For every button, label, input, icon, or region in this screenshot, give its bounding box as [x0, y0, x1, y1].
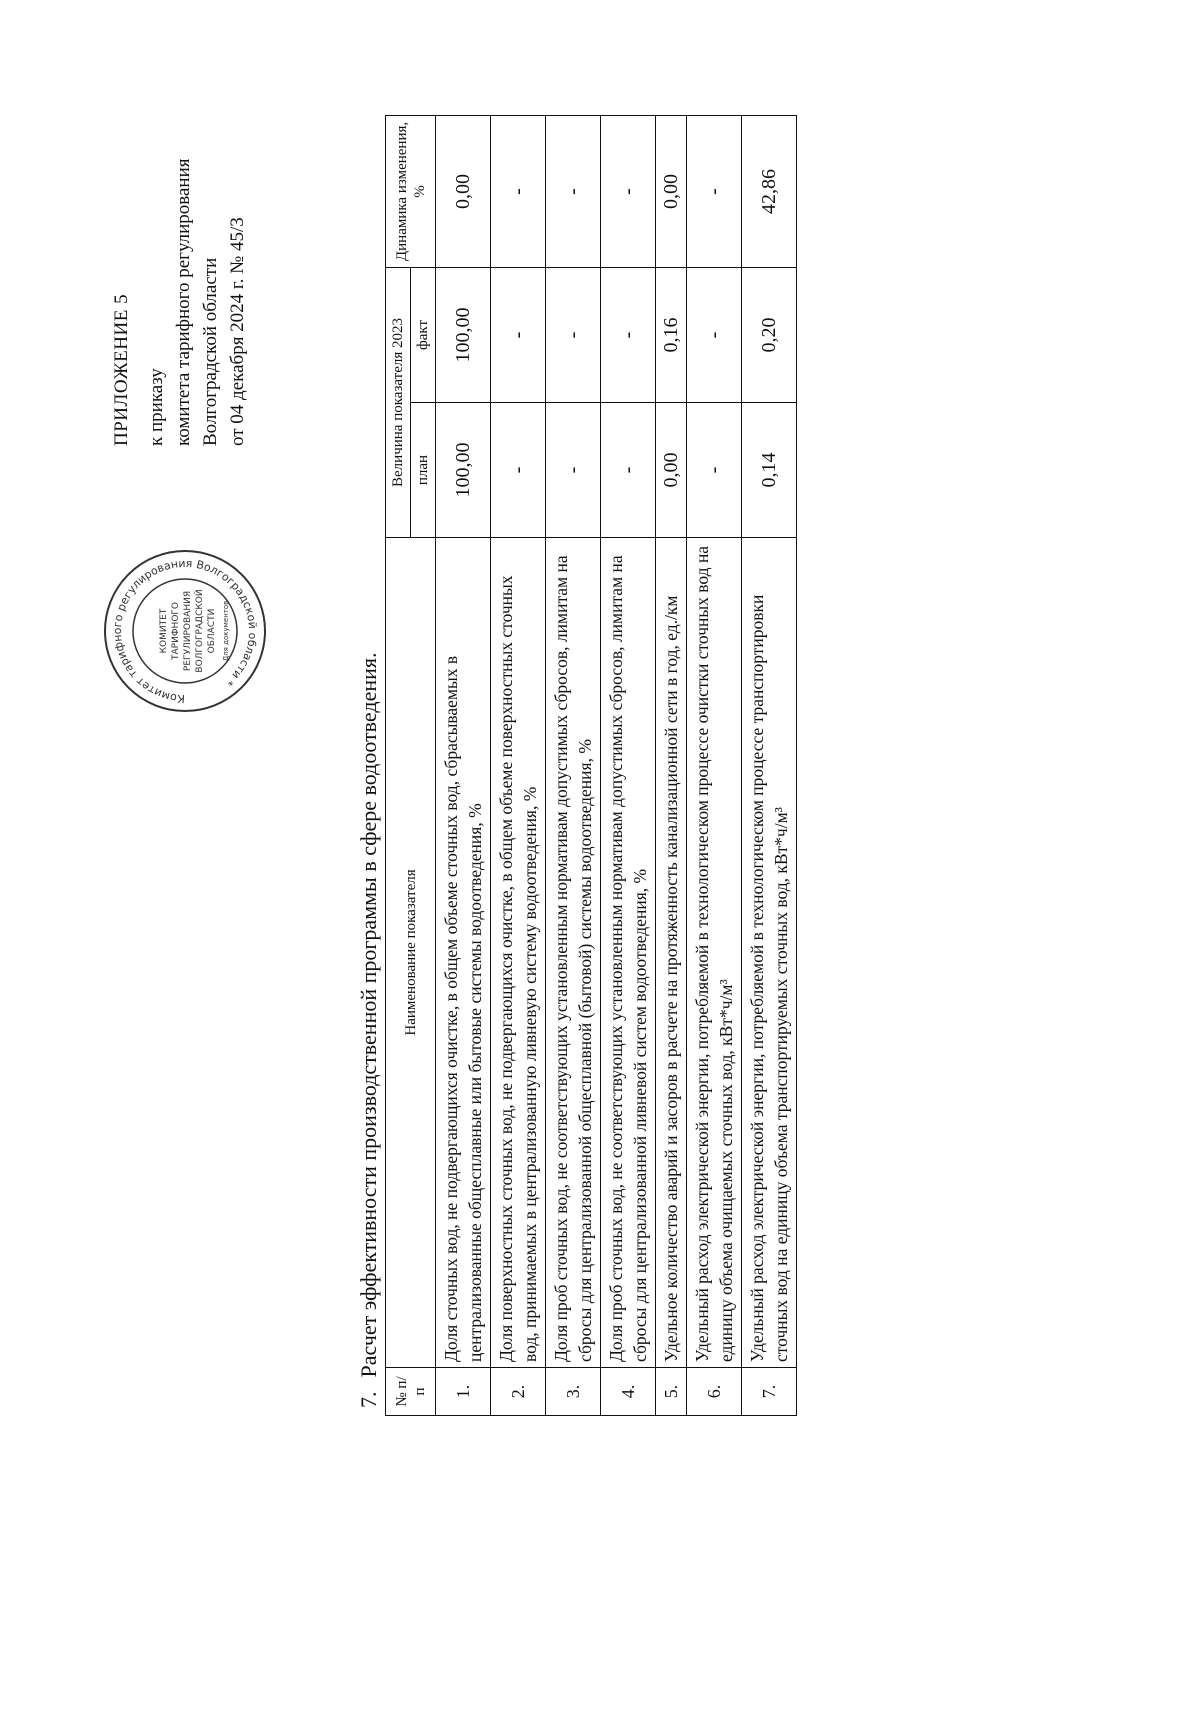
table-row [491, 115, 546, 1415]
col-header-plan: план [411, 403, 436, 538]
fact-value: - [601, 267, 656, 402]
header-line-1: к приказу [146, 368, 167, 446]
section-number: 7. [356, 1391, 381, 1408]
appendix-label: ПРИЛОЖЕНИЕ 5 [111, 293, 132, 446]
svg-text:РЕГУЛИРОВАНИЯ: РЕГУЛИРОВАНИЯ [183, 590, 193, 672]
dynamics-value: 0,00 [656, 115, 687, 267]
plan-value: - [491, 403, 546, 538]
plan-value: - [601, 403, 656, 538]
svg-text:Для документов: Для документов [222, 600, 230, 662]
row-number: 2. [491, 1368, 546, 1416]
table-row [436, 115, 491, 1415]
indicator-name: Доля сточных вод, не подвергающихся очистке, в общем объеме сточных вод, сбрасываемых в централизованные общесплавные или бытовые системы водоотведения, % [436, 538, 491, 1368]
table-row [742, 115, 797, 1415]
indicator-name: Доля проб сточных вод, не соответствующих установленным нормативам допустимых сбросов, лимитам на сбросы для централизованной ливневой систем водоотведения, % [601, 538, 656, 1368]
col-header-num: № п/п [386, 1368, 436, 1416]
efficiency-table [385, 115, 797, 1416]
row-number: 6. [687, 1368, 742, 1416]
col-header-dynamics: Динамика изменения, % [386, 115, 436, 267]
fact-value: - [546, 267, 601, 402]
document-header [108, 26, 251, 446]
fact-value: - [491, 267, 546, 402]
fact-value: - [687, 267, 742, 402]
row-number: 5. [656, 1368, 687, 1416]
col-header-fact: факт [411, 267, 436, 402]
indicator-name: Доля поверхностных сточных вод, не подвергающихся очистке, в общем объеме поверхностных сточных вод, принимаемых в централизованную ливневую систему водоотведения, % [491, 538, 546, 1368]
table-body [436, 115, 797, 1415]
dynamics-value: 42,86 [742, 115, 797, 267]
svg-text:ОБЛАСТИ: ОБЛАСТИ [207, 608, 217, 654]
table-row [601, 115, 656, 1415]
svg-text:ВОЛГОГРАДСКОЙ: ВОЛГОГРАДСКОЙ [195, 589, 205, 673]
indicator-name: Доля проб сточных вод, не соответствующих установленным нормативам допустимых сбросов, лимитам на сбросы для централизованной общесплавной (бытовой) системы водоотведения, % [546, 538, 601, 1368]
plan-value: 100,00 [436, 403, 491, 538]
row-number: 3. [546, 1368, 601, 1416]
svg-text:ТАРИФНОГО: ТАРИФНОГО [171, 602, 181, 660]
svg-text:КОМИТЕТ: КОМИТЕТ [159, 608, 169, 654]
table-row [687, 115, 742, 1415]
dynamics-value: - [687, 115, 742, 267]
table-row [656, 115, 687, 1415]
row-number: 4. [601, 1368, 656, 1416]
col-header-value-group: Величина показателя 2023 [386, 267, 411, 537]
section-title [356, 652, 382, 1408]
row-number: 1. [436, 1368, 491, 1416]
plan-value: - [687, 403, 742, 538]
header-line-2: комитета тарифного регулирования [173, 158, 194, 446]
plan-value: - [546, 403, 601, 538]
table-row [546, 115, 601, 1415]
dynamics-value: - [491, 115, 546, 267]
col-header-name: Наименование показателя [386, 538, 436, 1368]
indicator-name: Удельный расход электрической энергии, потребляемой в технологическом процессе транспортировки сточных вод на единицу объема транспортируемых сточных вод, кВт*ч/м³ [742, 538, 797, 1368]
section-title-text: Расчет эффективности производственной программы в сфере водоотведения. [356, 652, 381, 1378]
fact-value: 100,00 [436, 267, 491, 402]
header-line-4: от 04 декабря 2024 г. № 45/3 [227, 217, 248, 446]
fact-value: 0,16 [656, 267, 687, 402]
row-number: 7. [742, 1368, 797, 1416]
official-seal-stamp [100, 546, 270, 716]
fact-value: 0,20 [742, 267, 797, 402]
dynamics-value: 0,00 [436, 115, 491, 267]
dynamics-value: - [546, 115, 601, 267]
indicator-name: Удельный расход электрической энергии, потребляемой в технологическом процессе очистки сточных вод на единицу объема очищаемых сточных вод, кВт*ч/м³ [687, 538, 742, 1368]
svg-text:Комитет тарифного регулировани: Комитет тарифного регулирования Волгоградской области * [110, 556, 260, 706]
dynamics-value: - [601, 115, 656, 267]
plan-value: 0,00 [656, 403, 687, 538]
header-line-3: Волгоградской области [200, 257, 221, 446]
indicator-name: Удельное количество аварий и засоров в расчете на протяженность канализационной сети в год, ед./км [656, 538, 687, 1368]
table-header-row [386, 115, 411, 1415]
plan-value: 0,14 [742, 403, 797, 538]
